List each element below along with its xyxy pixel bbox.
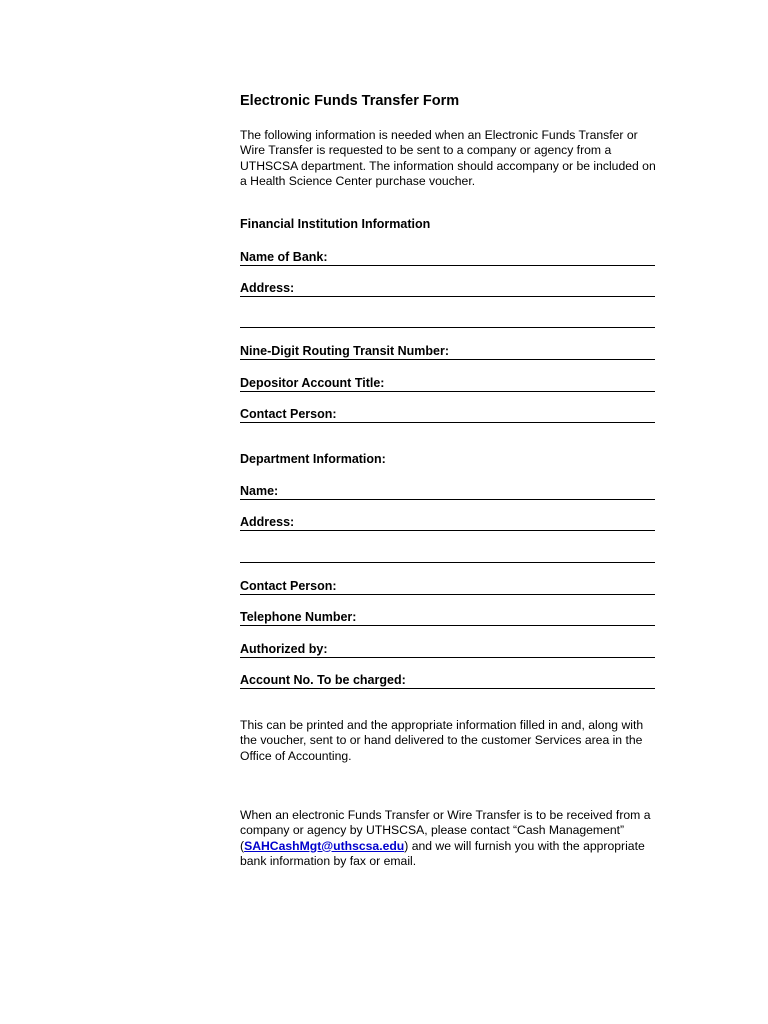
account-title-field[interactable] [240, 374, 655, 392]
telephone-field[interactable] [240, 608, 655, 626]
routing-number-label: Nine-Digit Routing Transit Number: [240, 344, 450, 358]
bank-contact-label: Contact Person: [240, 407, 337, 421]
receive-text-after: ) and we will furnish you with the appropriate bank information by fax or email. [240, 838, 645, 868]
department-name-field[interactable] [240, 482, 655, 500]
routing-number-field[interactable] [240, 342, 655, 360]
bank-address-label: Address: [240, 281, 295, 295]
telephone-label: Telephone Number: [240, 610, 357, 624]
bank-address-field[interactable] [240, 279, 655, 297]
form-title: Electronic Funds Transfer Form [240, 93, 460, 109]
authorized-by-field[interactable] [240, 640, 655, 658]
bank-name-label: Name of Bank: [240, 250, 328, 264]
bank-name-field[interactable] [240, 248, 655, 266]
bank-contact-field[interactable] [240, 405, 655, 423]
department-contact-field[interactable] [240, 577, 655, 595]
financial-section-heading: Financial Institution Information [240, 217, 431, 231]
account-title-label: Depositor Account Title: [240, 376, 385, 390]
bank-address-line2-field[interactable] [240, 310, 655, 328]
department-address-field[interactable] [240, 513, 655, 531]
receive-instructions-paragraph [240, 808, 658, 869]
account-number-label: Account No. To be charged: [240, 673, 406, 687]
department-contact-label: Contact Person: [240, 579, 337, 593]
department-name-label: Name: [240, 484, 279, 498]
department-address-line2-field[interactable] [240, 545, 655, 563]
cash-management-email-link[interactable]: SAHCashMgt@uthscsa.edu [244, 838, 405, 853]
receive-text-before: When an electronic Funds Transfer or Wire Transfer is to be received from a company or agency by UTHSCSA, please contact “Cash Management” ( [240, 808, 651, 853]
department-address-label: Address: [240, 515, 295, 529]
intro-paragraph: The following information is needed when an Electronic Funds Transfer or Wire Transfer is requested to be sent to a company or agency from a UTHSCSA department. The information should accompany or be included on a Health Science Center purchase voucher. [240, 128, 656, 188]
account-number-field[interactable] [240, 671, 655, 689]
print-instructions-paragraph: This can be printed and the appropriate information filled in and, along with the voucher, sent to or hand delivered to the customer Services area in the Office of Accounting. [240, 718, 644, 763]
authorized-by-label: Authorized by: [240, 642, 328, 656]
department-section-heading: Department Information: [240, 452, 386, 466]
